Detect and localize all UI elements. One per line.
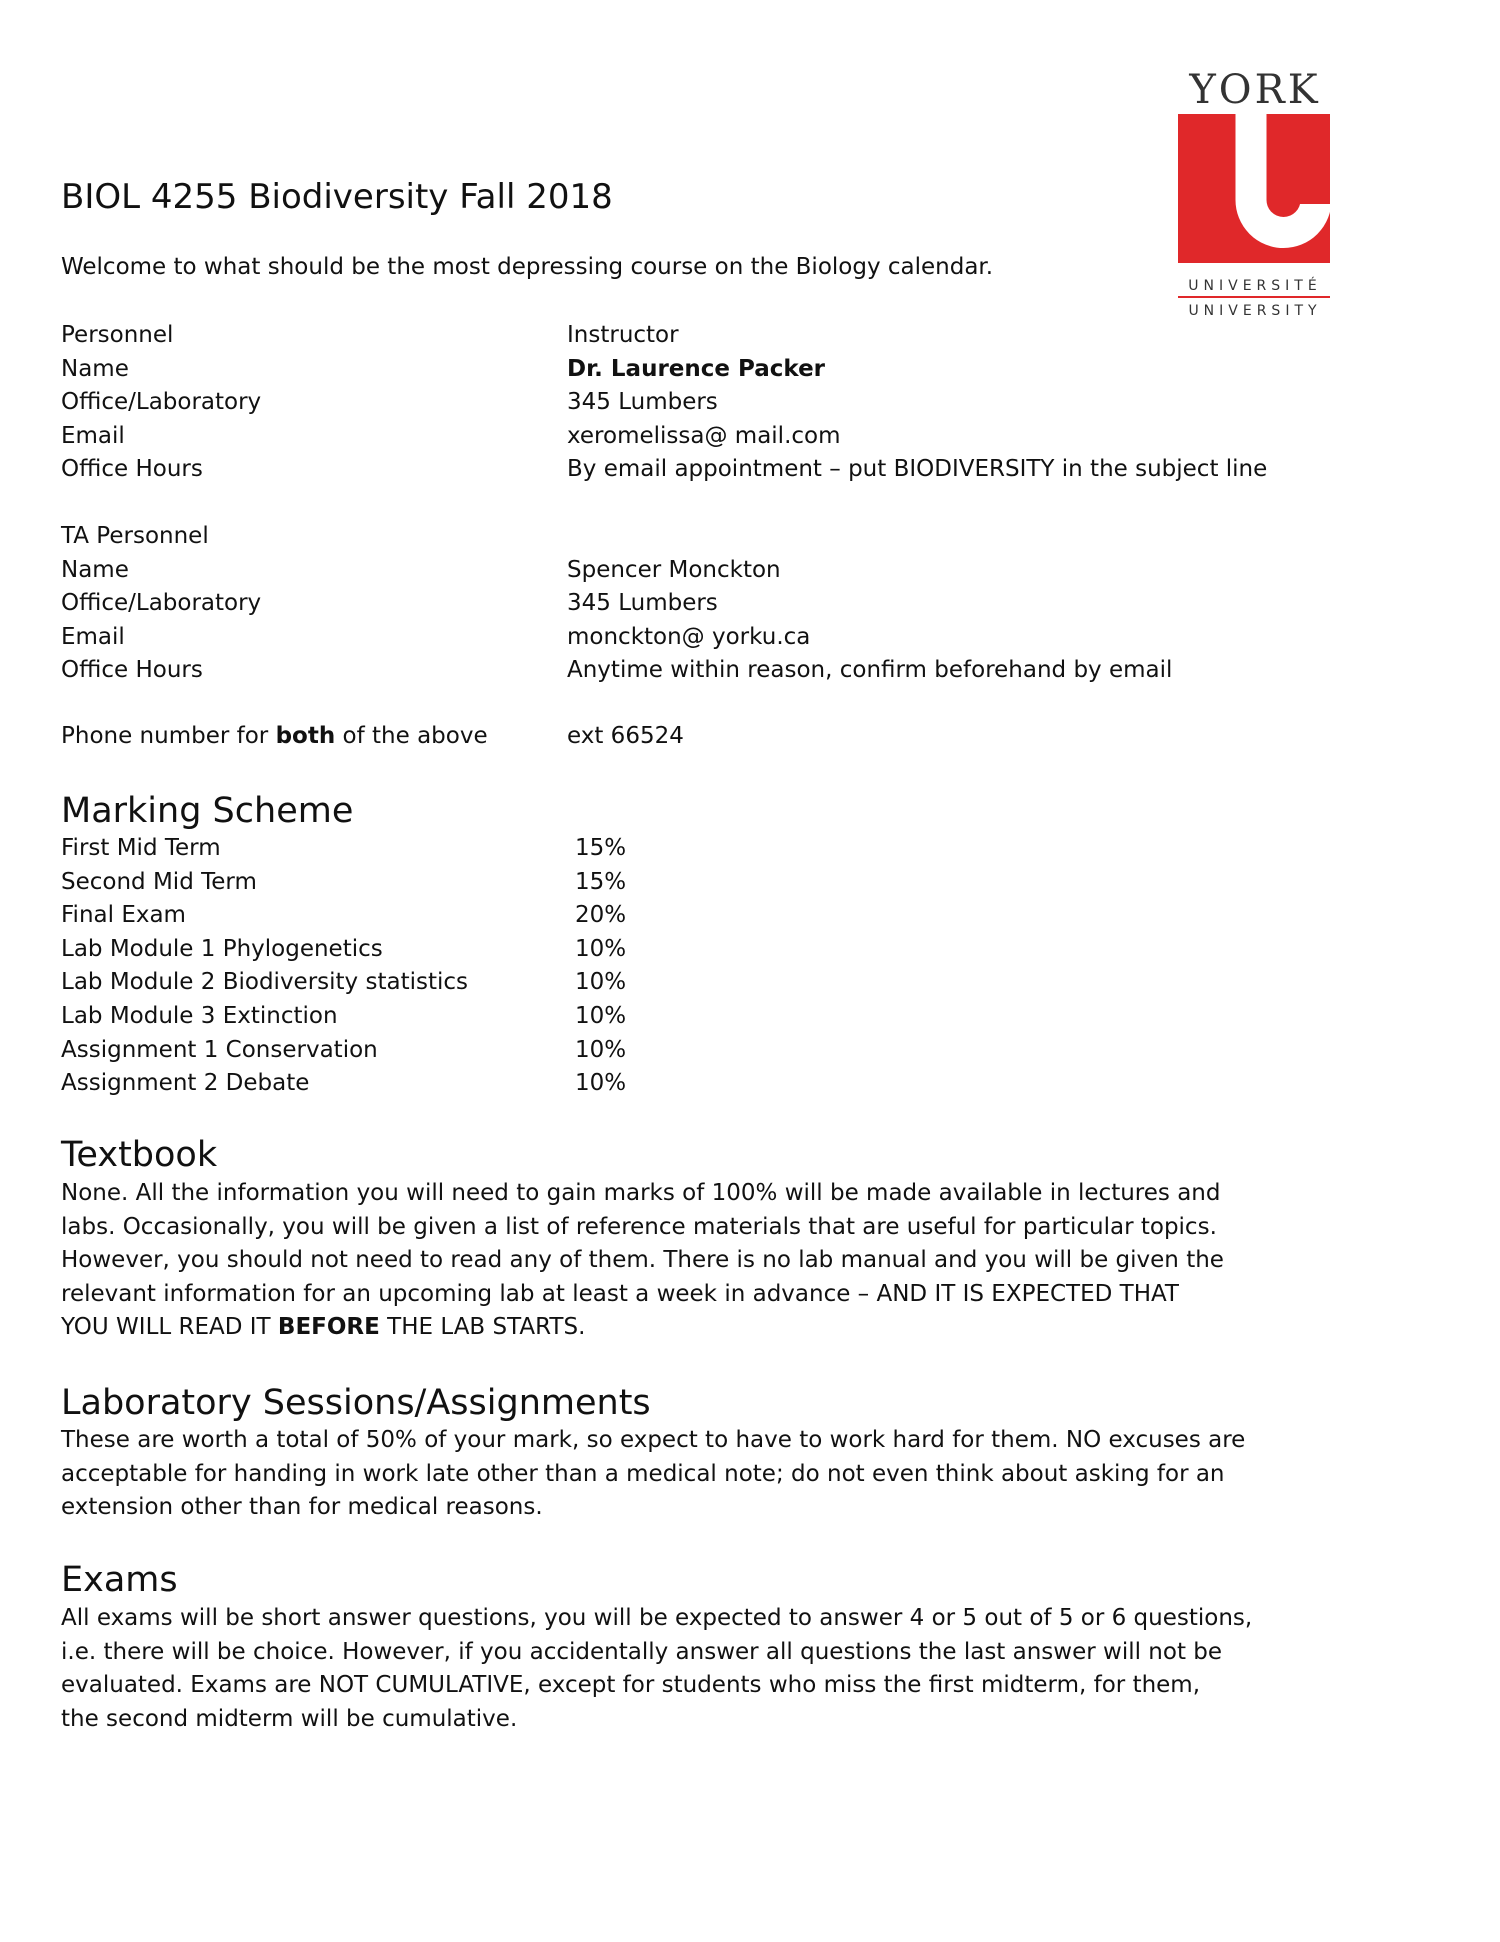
ta-office-hours: Anytime within reason, confirm beforehand by email — [567, 657, 1173, 684]
svg-text:YORK: YORK — [1189, 67, 1321, 113]
name-label: Name — [61, 355, 129, 382]
labs-heading: Laboratory Sessions/Assignments — [61, 1383, 651, 1423]
ta-personnel-label: TA Personnel — [61, 523, 209, 549]
page-title: BIOL 4255 Biodiversity Fall 2018 — [61, 177, 613, 217]
office-label: Office/Laboratory — [61, 590, 262, 617]
svg-text:UNIVERSITÉ: UNIVERSITÉ — [1188, 278, 1322, 294]
email-label: Email — [61, 623, 125, 650]
ta-email[interactable]: monckton@ yorku.ca — [567, 623, 811, 650]
instructor-office-hours: By email appointment – put BIODIVERSITY in the subject line — [567, 456, 1268, 483]
marking-scheme-heading: Marking Scheme — [61, 791, 354, 831]
instructor-office: 345 Lumbers — [567, 389, 718, 416]
marking-scheme-list — [61, 832, 761, 1101]
textbook-paragraph: None. All the information you will need to gain marks of 100% will be made available in lectures and labs. Occasionally, you will be given a list of reference materials that are useful for particular topics. However, you should not need to read any of them. There is no lab manual and you will be given the relevant information for an upcoming lab at least a week in advance – AND IT IS EXPECTED THAT YOU WILL READ IT BEFORE THE LAB STARTS. — [61, 1180, 1224, 1341]
instructor-section — [61, 319, 1461, 487]
ta-section — [61, 520, 1461, 688]
marking-item: Lab Module 2 Biodiversity statistics 10% — [61, 969, 627, 996]
name-label: Name — [61, 556, 129, 583]
york-university-logo — [1170, 64, 1340, 324]
phone-row — [61, 720, 1461, 754]
office-hours-label: Office Hours — [61, 456, 203, 483]
marking-item: Assignment 2 Debate 10% — [61, 1070, 627, 1097]
marking-item: Lab Module 3 Extinction 10% — [61, 1002, 627, 1029]
exams-paragraph: All exams will be short answer questions, you will be expected to answer 4 or 5 out of 5 or 6 questions, i.e. there will be choice. However, if you accidentally answer all questions the last answer will not be evaluated. Exams are NOT CUMULATIVE, except for students who miss the first midterm, for them, the second midterm will be cumulative. — [61, 1605, 1253, 1732]
textbook-heading: Textbook — [61, 1135, 218, 1175]
personnel-label: Personnel — [61, 322, 174, 348]
instructor-heading: Instructor — [567, 322, 679, 348]
office-hours-label: Office Hours — [61, 657, 203, 684]
york-u-logo-icon — [1170, 64, 1340, 324]
office-label: Office/Laboratory — [61, 389, 262, 416]
instructor-email[interactable]: xeromelissa@ mail.com — [567, 422, 841, 449]
labs-paragraph: These are worth a total of 50% of your mark, so expect to have to work hard for them. NO excuses are acceptable for handing in work late other than a medical note; do not even think about asking for an extension other than for medical reasons. — [61, 1427, 1246, 1521]
exams-heading: Exams — [61, 1560, 178, 1600]
svg-text:UNIVERSITY: UNIVERSITY — [1188, 303, 1322, 319]
instructor-name: Dr. Laurence Packer — [567, 355, 826, 382]
marking-item: Lab Module 1 Phylogenetics 10% — [61, 935, 627, 962]
phone-label: Phone number for both of the above — [61, 723, 488, 749]
email-label: Email — [61, 422, 125, 449]
ta-name: Spencer Monckton — [567, 556, 781, 583]
marking-item: First Mid Term 15% — [61, 835, 627, 861]
welcome-text: Welcome to what should be the most depressing course on the Biology calendar. — [61, 254, 994, 280]
marking-item: Second Mid Term 15% — [61, 868, 627, 895]
marking-item: Final Exam 20% — [61, 902, 627, 929]
phone-value: ext 66524 — [567, 723, 684, 749]
marking-item: Assignment 1 Conservation 10% — [61, 1036, 627, 1063]
ta-office: 345 Lumbers — [567, 590, 718, 617]
